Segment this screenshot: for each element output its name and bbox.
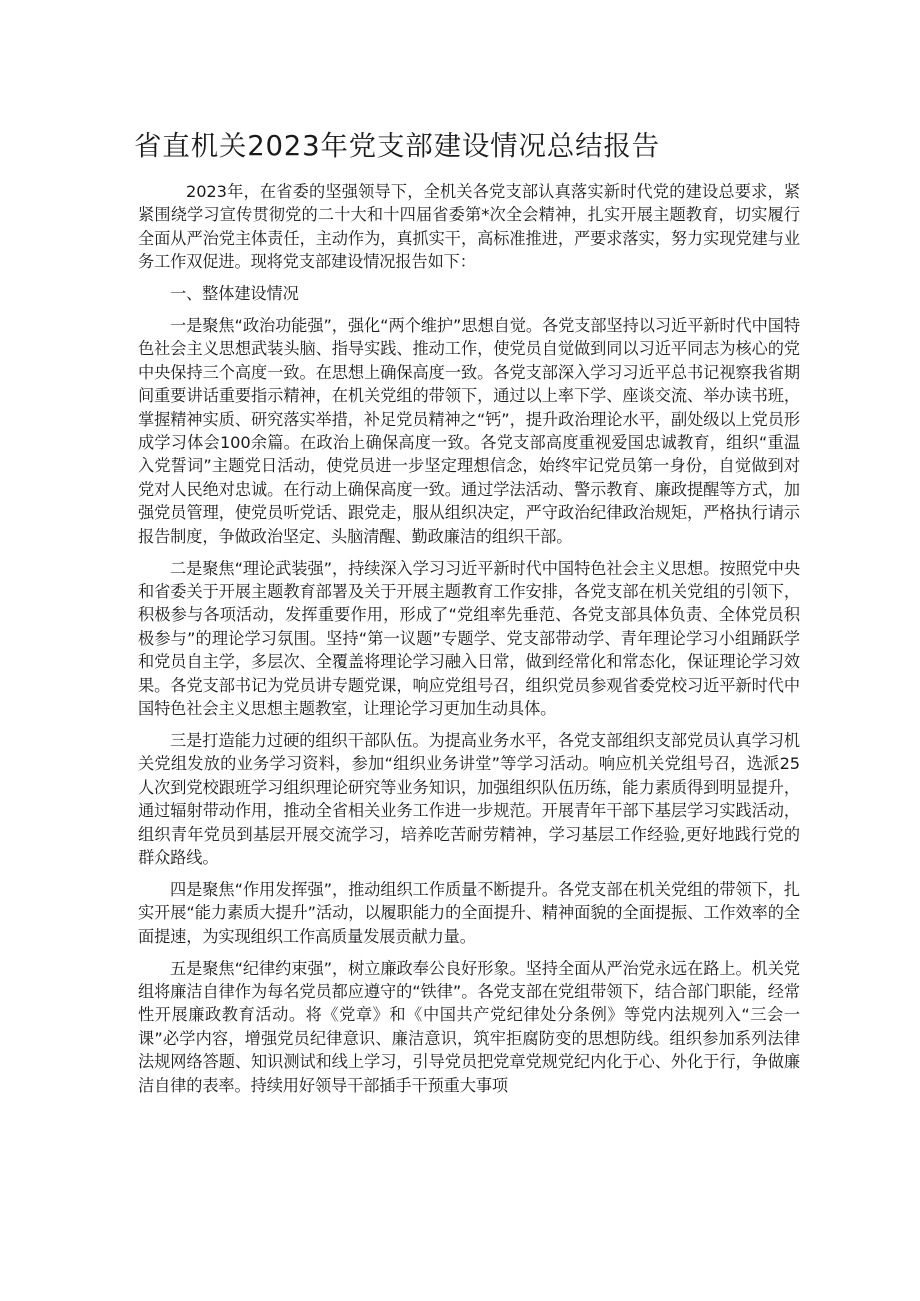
document-body xyxy=(138,180,800,1106)
document-title: 省直机关2023年党支部建设情况总结报告 xyxy=(134,130,660,162)
body-paragraph: 四是聚焦“作用发挥强”，推动组织工作质量不断提升。各党支部在机关党组的带领下，扎实开展“能力素质大提升”活动，以履职能力的全面提升、精神面貌的全面提振、工作效率的全面提速，为实现组织工作高质量发展贡献力量。 xyxy=(138,879,800,946)
intro-paragraph: 2023年，在省委的坚强领导下，全机关各党支部认真落实新时代党的建设总要求，紧紧围绕学习宣传贯彻党的二十大和十四届省委第*次全会精神，扎实开展主题教育，切实履行全面从严治党主体责任，主动作为，真抓实干，高标准推进，严要求落实，努力实现党建与业务工作双促进。现将党支部建设情况报告如下： xyxy=(138,182,800,272)
section-heading: 一、整体建设情况 xyxy=(170,284,299,304)
body-paragraph: 一是聚焦“政治功能强”，强化“两个维护”思想自觉。各党支部坚持以习近平新时代中国特色社会主义思想武装头脑、指导实践、推动工作，使党员自觉做到同以习近平同志为核心的党中央保持三个高度一致。在思想上确保高度一致。各党支部深入学习习近平总书记视察我省期间重要讲话重要指示精神，在机关党组的带领下，通过以上率下学、座谈交流、举办读书班，掌握精神实质、研究落实举措，补足党员精神之“钙”，提升政治理论水平，副处级以上党员形成学习体会100余篇。在政治上确保高度一致。各党支部高度重视爱国忠诚教育，组织“重温入党誓词”主题党日活动，使党员进一步坚定理想信念，始终牢记党员第一身份，自觉做到对党对人民绝对忠诚。在行动上确保高度一致。通过学法活动、警示教育、廉政提醒等方式，加强党员管理，使党员听党话、跟党走，服从组织决定，严守政治纪律政治规矩，严格执行请示报告制度，争做政治坚定、头脑清醒、勤政廉洁的组织干部。 xyxy=(138,316,800,546)
body-paragraph: 五是聚焦“纪律约束强”，树立廉政奉公良好形象。坚持全面从严治党永远在路上。机关党组将廉洁自律作为每名党员都应遵守的“铁律”。各党支部在党组带领下，结合部门职能，经常性开展廉政教育活动。将《党章》和《中国共产党纪律处分条例》等党内法规列入“三会一课”必学内容，增强党员纪律意识、廉洁意识，筑牢拒腐防变的思想防线。组织参加系列法律法规网络答题、知识测试和线上学习，引导党员把党章党规党纪内化于心、外化于行，争做廉洁自律的表率。持续用好领导干部插手干预重大事项 xyxy=(138,958,800,1095)
body-paragraph: 三是打造能力过硬的组织干部队伍。为提高业务水平，各党支部组织支部党员认真学习机关党组发放的业务学习资料，参加“组织业务讲堂”等学习活动。响应机关党组号召，选派25人次到党校跟班学习组织理论研究等业务知识，加强组织队伍历练，能力素质得到明显提升，通过辐射带动作用，推动全省相关业务工作进一步规范。开展青年干部下基层学习实践活动，组织青年党员到基层开展交流学习，培养吃苦耐劳精神，学习基层工作经验,更好地践行党的群众路线。 xyxy=(138,730,800,867)
body-paragraph: 二是聚焦“理论武装强”，持续深入学习习近平新时代中国特色社会主义思想。按照党中央和省委关于开展主题教育部署及关于开展主题教育工作安排，各党支部在机关党组的引领下，积极参与各项活动，发挥重要作用，形成了“党组率先垂范、各党支部具体负责、全体党员积极参与”的理论学习氛围。坚持“第一议题”专题学、党支部带动学、青年理论学习小组踊跃学和党员自主学，多层次、全覆盖将理论学习融入日常，做到经常化和常态化，保证理论学习效果。各党支部书记为党员讲专题党课，响应党组号召，组织党员参观省委党校习近平新时代中国特色社会主义思想主题教室，让理论学习更加生动具体。 xyxy=(138,558,800,719)
